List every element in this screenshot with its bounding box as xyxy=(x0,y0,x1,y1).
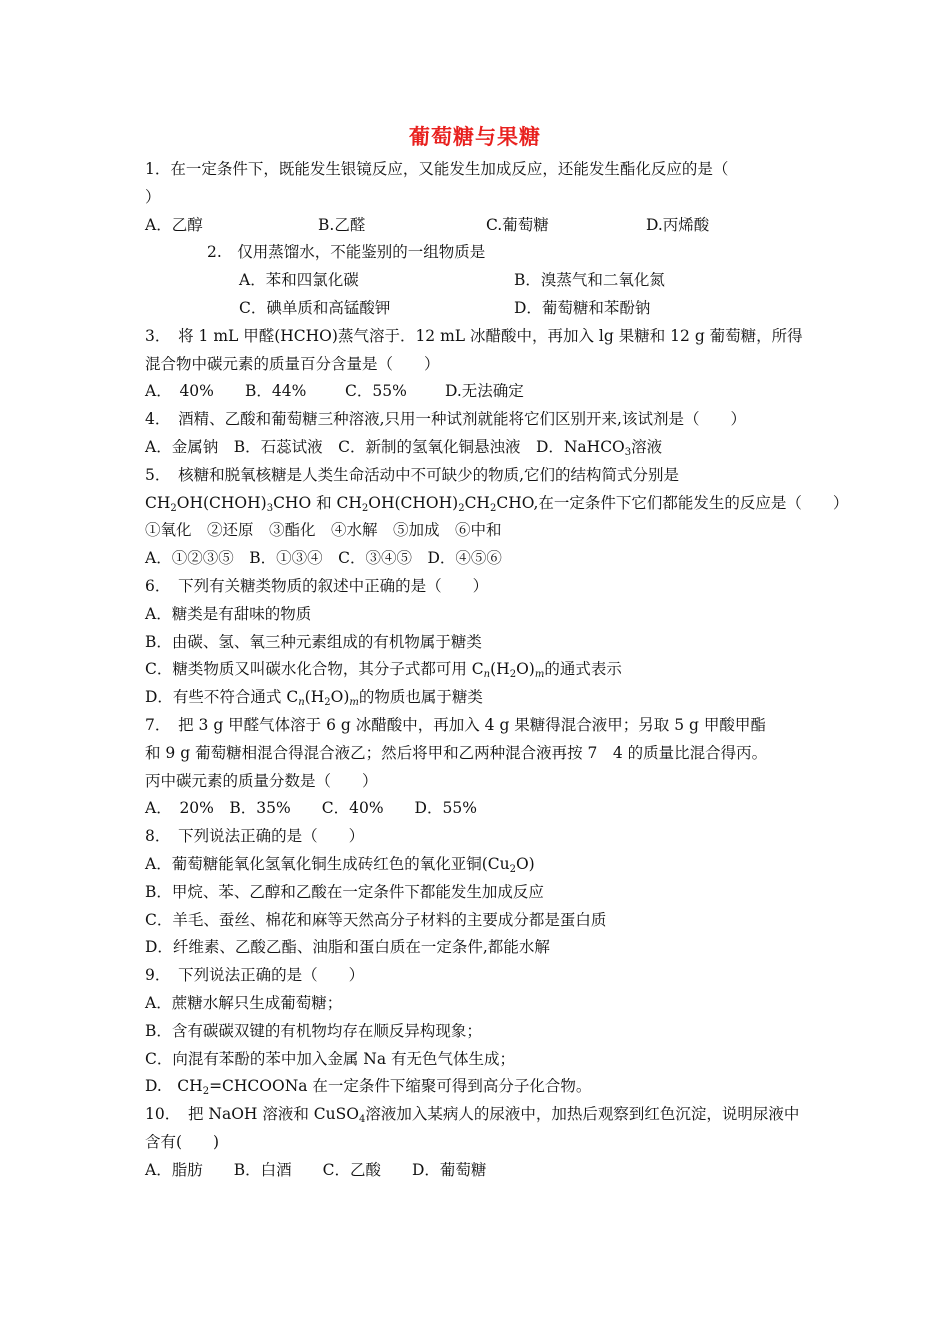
question-7-options: A． 20% B．35% C．40% D．55% xyxy=(145,799,477,818)
option-text: O) xyxy=(515,854,535,873)
option-text: =CHCOONa 在一定条件下缩聚可得到高分子化合物。 xyxy=(209,1077,592,1096)
option-text: (H xyxy=(490,660,510,679)
question-2-options-row-1 xyxy=(145,267,810,295)
formula-part: CH xyxy=(145,493,171,512)
subscript: 2 xyxy=(458,502,465,514)
question-9-option-d xyxy=(145,1073,810,1101)
question-9-option-a: A．蔗糖水解只生成葡萄糖； xyxy=(145,993,343,1012)
option-text: C．糖类物质又叫碳水化合物，其分子式都可用 C xyxy=(145,660,484,679)
subscript: 3 xyxy=(624,446,632,458)
option-d: D.丙烯酸 xyxy=(646,215,710,234)
question-1-stem-end: ） xyxy=(145,187,161,206)
formula-part: CHO 和 CH xyxy=(273,493,362,512)
question-list xyxy=(145,156,849,1184)
question-9-option-b: B．含有碳碳双键的有机物均存在顺反异构现象； xyxy=(145,1021,482,1040)
subscript: 4 xyxy=(358,1114,366,1126)
option-c: C．碘单质和高锰酸钾 xyxy=(239,298,391,317)
subscript: 2 xyxy=(324,697,331,709)
question-8-option-a xyxy=(145,851,810,879)
option-text: 的物质也属于糖类 xyxy=(358,688,483,707)
option-text: D. CH xyxy=(145,1077,203,1096)
option-b: B．溴蒸气和二氧化氮 xyxy=(514,271,665,290)
question-6-option-c xyxy=(145,656,810,684)
subscript: n xyxy=(483,669,491,681)
subscript: 2 xyxy=(202,1086,210,1098)
option-b: B.乙醛 xyxy=(318,215,366,234)
option-d: D．葡萄糖和苯酚钠 xyxy=(514,298,651,317)
question-5-stem-line-1: 5． 核糖和脱氧核糖是人类生命活动中不可缺少的物质,它们的结构简式分别是 xyxy=(145,465,680,484)
formula-part: OH(CHOH) xyxy=(176,493,267,512)
subscript: 2 xyxy=(509,669,517,681)
question-5-stem-line-2 xyxy=(145,490,849,518)
question-8-option-b: B．甲烷、苯、乙醇和乙酸在一定条件下都能发生加成反应 xyxy=(145,882,544,901)
option-text: O) xyxy=(516,660,535,679)
stem-text: 溶液加入某病人的尿液中，加热后观察到红色沉淀，说明尿液中 xyxy=(365,1105,800,1124)
subscript: n xyxy=(298,697,305,709)
question-10-options: A．脂肪 B．白酒 C．乙酸 D．葡萄糖 xyxy=(145,1160,487,1179)
subscript: 3 xyxy=(266,502,274,514)
option-a: A．苯和四氯化碳 xyxy=(239,271,359,290)
question-8-option-d: D．纤维素、乙酸乙酯、油脂和蛋白质在一定条件,都能水解 xyxy=(145,938,550,957)
question-4-options xyxy=(145,434,810,462)
page-title: 葡萄糖与果糖 xyxy=(409,125,541,149)
option-c: C．55% xyxy=(345,382,407,401)
question-9-option-c: C．向混有苯酚的苯中加入金属 Na 有无色气体生成； xyxy=(145,1049,516,1068)
question-5-reactions: ①氧化 ②还原 ③酯化 ④水解 ⑤加成 ⑥中和 xyxy=(145,521,502,540)
stem-text: 10． 把 NaOH 溶液和 CuSO xyxy=(145,1105,359,1124)
option-b: B．44% xyxy=(245,382,307,401)
subscript: 2 xyxy=(489,502,497,514)
question-3-stem-line-2: 混合物中碳元素的质量百分含量是（ ） xyxy=(145,354,440,373)
question-3-options xyxy=(145,378,810,406)
question-6-option-a: A．糖类是有甜味的物质 xyxy=(145,604,312,623)
question-10-stem-line-2: 含有( ) xyxy=(145,1132,220,1151)
question-5-options: A．①②③⑤ B．①③④ C．③④⑤ D．④⑤⑥ xyxy=(145,549,502,568)
question-3-stem-line-1: 3． 将 1 mL 甲醛(HCHO)蒸气溶于．12 mL 冰醋酸中，再加入 lg 果糖和 12 g 葡萄糖，所得 xyxy=(145,326,803,345)
formula-part: OH(CHOH) xyxy=(368,493,459,512)
option-text: O) xyxy=(330,688,350,707)
subscript: m xyxy=(534,669,545,681)
subscript: 2 xyxy=(509,863,516,875)
subscript: m xyxy=(349,697,359,709)
subscript: 2 xyxy=(170,502,177,514)
question-1-options xyxy=(145,212,810,240)
question-6-stem: 6． 下列有关糖类物质的叙述中正确的是（ ） xyxy=(145,576,489,595)
question-10-stem-line-1 xyxy=(145,1101,810,1129)
question-2-stem: 2. 仅用蒸馏水，不能鉴别的一组物质是 xyxy=(207,243,486,262)
option-text: 的通式表示 xyxy=(544,660,622,679)
question-7-stem-line-1: 7． 把 3 g 甲醛气体溶于 6 g 冰醋酸中，再加入 4 g 果糖得混合液甲；另取 5 g 甲酸甲酯 xyxy=(145,715,766,734)
question-8-option-c: C．羊毛、蚕丝、棉花和麻等天然高分子材料的主要成分都是蛋白质 xyxy=(145,910,607,929)
option-c: C.葡萄糖 xyxy=(486,215,549,234)
question-1-stem: 1．在一定条件下，既能发生银镜反应，又能发生加成反应，还能发生酯化反应的是（ xyxy=(145,160,729,178)
question-4-options-text-end: 溶液 xyxy=(631,437,663,456)
subscript: 2 xyxy=(361,502,369,514)
option-a: A． 40% xyxy=(145,382,214,401)
question-2-options-row-2 xyxy=(145,295,810,323)
question-9-stem: 9． 下列说法正确的是（ ） xyxy=(145,966,365,985)
option-d: D.无法确定 xyxy=(445,382,524,401)
question-7-stem-line-2: 和 9 g 葡萄糖相混合得混合液乙；然后将甲和乙两种混合液再按 7 4 的质量比混合得丙。 xyxy=(145,743,768,762)
question-6-option-d xyxy=(145,684,810,712)
option-text: A．葡萄糖能氧化氢氧化铜生成砖红色的氧化亚铜(Cu xyxy=(145,854,510,873)
option-text: D．有些不符合通式 C xyxy=(145,688,299,707)
formula-part: CH xyxy=(464,493,490,512)
option-text: (H xyxy=(304,688,325,707)
question-4-options-text: A．金属钠 B．石蕊试液 C．新制的氢氧化铜悬浊液 D．NaHCO xyxy=(145,437,625,456)
question-6-option-b: B．由碳、氢、氧三种元素组成的有机物属于糖类 xyxy=(145,632,482,651)
question-4-stem: 4． 酒精、乙酸和葡萄糖三种溶液,只用一种试剂就能将它们区别开来,该试剂是（ ） xyxy=(145,410,746,429)
formula-part: CHO,在一定条件下它们都能发生的反应是（ ） xyxy=(496,493,849,512)
option-a: A．乙醇 xyxy=(145,215,203,234)
question-8-stem: 8． 下列说法正确的是（ ） xyxy=(145,827,365,846)
question-7-stem-line-3: 丙中碳元素的质量分数是（ ） xyxy=(145,771,378,790)
